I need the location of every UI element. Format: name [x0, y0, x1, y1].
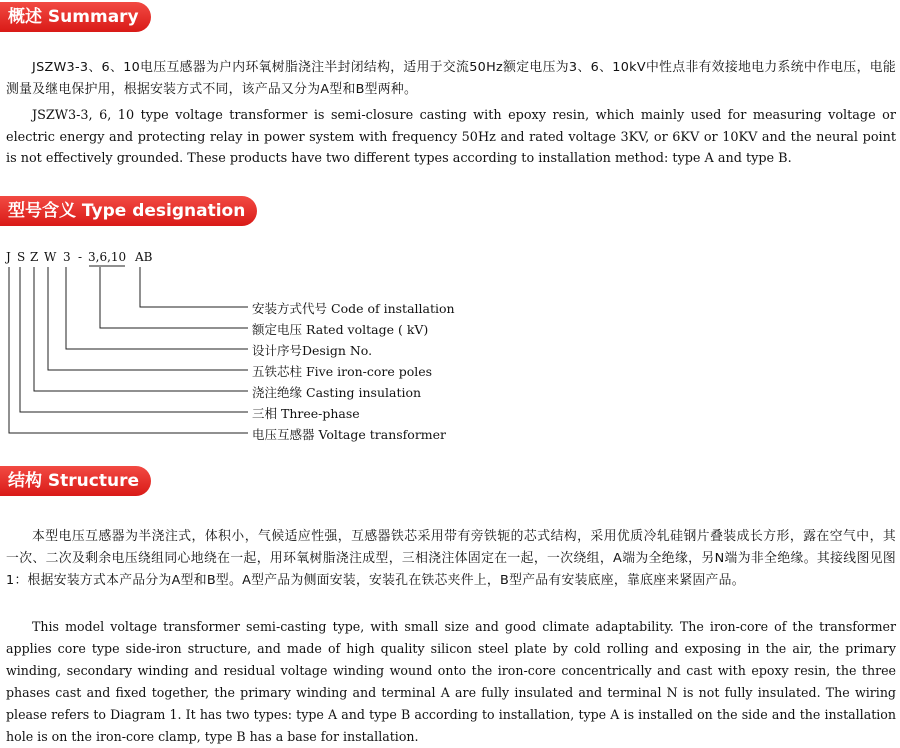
designation-heading: 型号含义 Type designation — [0, 196, 257, 226]
summary-zh-paragraph: JSZW3-3、6、10电压互感器为户内环氧树脂浇注半封闭结构，适用于交流50Hz额定电压为3、6、10kV中性点非有效接地电力系统中作电压，电能测量及继电保护用，根据安装方式不同，该产品又分为A型和B型两种。 — [6, 60, 896, 97]
structure-heading: 结构 Structure — [0, 466, 151, 496]
code-char-w: W — [44, 250, 57, 264]
code-char-z: Z — [30, 250, 39, 264]
label-voltage-transformer: 电压互感器 Voltage transformer — [252, 427, 447, 442]
label-five-iron-core-poles: 五铁芯柱 Five iron-core poles — [252, 364, 433, 379]
code-char-dash: - — [78, 250, 83, 264]
summary-heading: 概述 Summary — [0, 2, 151, 32]
code-install: AB — [135, 250, 153, 264]
label-casting-insulation: 浇注绝缘 Casting insulation — [252, 385, 422, 400]
summary-en-paragraph: JSZW3-3, 6, 10 type voltage transformer is semi-closure casting with epoxy resin, which mainly used for measuring voltage or electric energy and protecting relay in power system with frequency 50Hz and rated voltage 3KV, or 6KV or 10KV and the neural point is not effectively grounded. These products have two different types according to installation method: type A and type B. — [6, 108, 896, 166]
code-char-3: 3 — [63, 250, 71, 264]
label-code-of-installation: 安装方式代号 Code of installation — [252, 301, 455, 316]
code-voltages: 3,6,10 — [88, 250, 127, 264]
code-char-s: S — [17, 250, 26, 264]
code-char-j: J — [6, 250, 11, 264]
structure-en-paragraph: This model voltage transformer semi-casting type, with small size and good climate adaptability. The iron-core of the transformer applies core type side-iron structure, and made of high quality silicon steel plate by cold rolling and exposing in the air, the primary winding, secondary winding and residual voltage winding wound onto the iron-core concentrically and cast with epoxy resin, the three phases cast and fixed together, the primary winding and terminal A are fully insulated and terminal N is not fully insulated. The wiring please refers to Diagram 1. It has two types: type A and type B according to installation, type A is installed on the side and the installation hole is on the iron-core clamp, type B has a base for installation. — [6, 619, 896, 744]
label-three-phase: 三相 Three-phase — [252, 406, 360, 421]
structure-zh-paragraph: 本型电压互感器为半浇注式，体积小，气候适应性强，互感器铁芯采用带有旁铁轭的芯式结构，采用优质冷轧硅钢片叠装成长方形，露在空气中，其一次、二次及剩余电压绕组同心地绕在一起，用环氧树脂浇注成型，三相浇注体固定在一起，一次绕组，A端为全绝缘，另N端为非全绝缘。其接线图见图1：根据安装方式本产品分为A型和B型。A型产品为侧面安装，安装孔在铁芯夹件上，B型产品有安装底座，靠底座来紧固产品。 — [6, 529, 896, 588]
label-design-no: 设计序号Design No. — [252, 343, 373, 358]
label-rated-voltage: 额定电压 Rated voltage ( kV) — [252, 322, 429, 337]
